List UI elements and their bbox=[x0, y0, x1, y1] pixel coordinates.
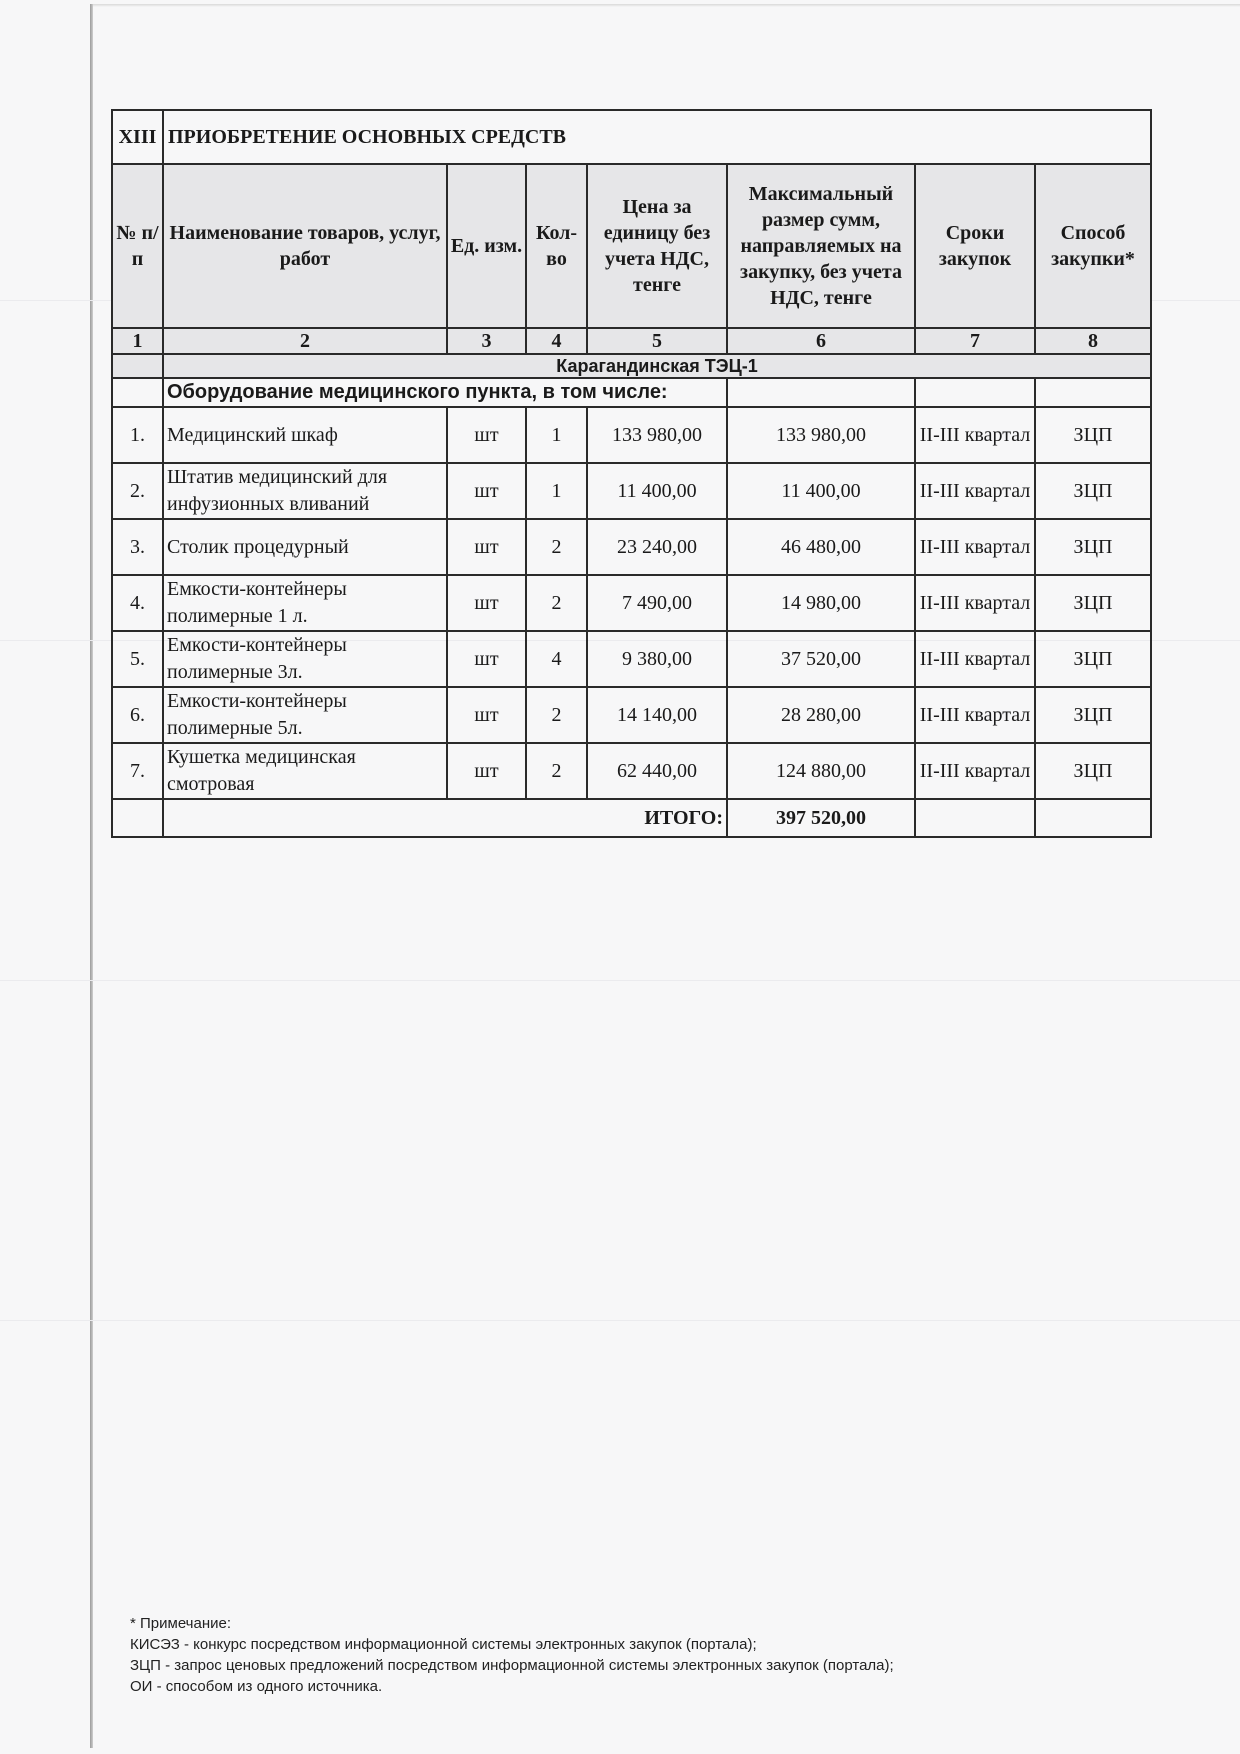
scan-rule bbox=[0, 1320, 1240, 1321]
item-name: Штатив медицинский для инфузионных вливаний bbox=[163, 463, 447, 519]
header-cell-sum: Максимальный размер сумм, направляемых на закупку, без учета НДС, тенге bbox=[727, 164, 915, 328]
item-price: 14 140,00 bbox=[587, 687, 727, 743]
table-row bbox=[112, 743, 1151, 799]
scan-rule bbox=[0, 980, 1240, 981]
table-row bbox=[112, 519, 1151, 575]
column-number: 5 bbox=[587, 328, 727, 354]
item-name: Емкости-контейнеры полимерные 5л. bbox=[163, 687, 447, 743]
item-method: ЗЦП bbox=[1035, 743, 1151, 799]
item-price: 9 380,00 bbox=[587, 631, 727, 687]
table-row bbox=[112, 407, 1151, 463]
item-unit: шт bbox=[447, 631, 526, 687]
header-cell-unit: Ед. изм. bbox=[447, 164, 526, 328]
header-cell-price: Цена за единицу без учета НДС, тенге bbox=[587, 164, 727, 328]
footnote-line: КИСЭЗ - конкурс посредством информационной системы электронных закупок (портала); bbox=[130, 1636, 757, 1653]
item-unit: шт bbox=[447, 687, 526, 743]
footnote-line: * Примечание: bbox=[130, 1615, 231, 1632]
header-cell-method: Способ закупки* bbox=[1035, 164, 1151, 328]
item-term: II-III квартал bbox=[915, 743, 1035, 799]
column-number: 2 bbox=[163, 328, 447, 354]
total-blank-cell bbox=[112, 799, 163, 837]
footnote-line: ЗЦП - запрос ценовых предложений посредством информационной системы электронных закупок (портала); bbox=[130, 1657, 894, 1674]
header-cell-name: Наименование товаров, услуг, работ bbox=[163, 164, 447, 328]
item-price: 7 490,00 bbox=[587, 575, 727, 631]
item-sum: 14 980,00 bbox=[727, 575, 915, 631]
header-cell-number: № п/п bbox=[112, 164, 163, 328]
row-number: 7. bbox=[112, 743, 163, 799]
item-name: Емкости-контейнеры полимерные 1 л. bbox=[163, 575, 447, 631]
column-number: 3 bbox=[447, 328, 526, 354]
item-unit: шт bbox=[447, 575, 526, 631]
item-term: II-III квартал bbox=[915, 575, 1035, 631]
item-sum: 11 400,00 bbox=[727, 463, 915, 519]
item-method: ЗЦП bbox=[1035, 519, 1151, 575]
item-qty: 2 bbox=[526, 743, 587, 799]
item-qty: 2 bbox=[526, 575, 587, 631]
subsection-row bbox=[112, 354, 1151, 378]
scan-edge-top bbox=[92, 4, 1240, 7]
item-sum: 37 520,00 bbox=[727, 631, 915, 687]
item-unit: шт bbox=[447, 743, 526, 799]
subsection-blank-cell bbox=[112, 354, 163, 378]
item-method: ЗЦП bbox=[1035, 407, 1151, 463]
item-price: 11 400,00 bbox=[587, 463, 727, 519]
section-title-row bbox=[112, 110, 1151, 164]
group-blank-cell bbox=[1035, 378, 1151, 407]
table-row bbox=[112, 575, 1151, 631]
item-qty: 1 bbox=[526, 407, 587, 463]
item-unit: шт bbox=[447, 463, 526, 519]
row-number: 1. bbox=[112, 407, 163, 463]
item-sum: 46 480,00 bbox=[727, 519, 915, 575]
table-row bbox=[112, 631, 1151, 687]
item-price: 23 240,00 bbox=[587, 519, 727, 575]
group-label: Оборудование медицинского пункта, в том числе: bbox=[163, 378, 727, 407]
item-name: Столик процедурный bbox=[163, 519, 447, 575]
section-number: XIII bbox=[112, 110, 163, 164]
item-method: ЗЦП bbox=[1035, 631, 1151, 687]
group-blank-cell bbox=[727, 378, 915, 407]
header-cell-term: Сроки закупок bbox=[915, 164, 1035, 328]
group-row bbox=[112, 378, 1151, 407]
item-term: II-III квартал bbox=[915, 407, 1035, 463]
scan-edge-left bbox=[90, 4, 93, 1748]
column-number: 7 bbox=[915, 328, 1035, 354]
footnote bbox=[130, 1613, 1130, 1697]
item-name: Медицинский шкаф bbox=[163, 407, 447, 463]
item-sum: 124 880,00 bbox=[727, 743, 915, 799]
column-number: 1 bbox=[112, 328, 163, 354]
total-value: 397 520,00 bbox=[727, 799, 915, 837]
footnote-line: ОИ - способом из одного источника. bbox=[130, 1678, 383, 1695]
item-unit: шт bbox=[447, 519, 526, 575]
item-sum: 133 980,00 bbox=[727, 407, 915, 463]
table-row bbox=[112, 687, 1151, 743]
item-unit: шт bbox=[447, 407, 526, 463]
header-row bbox=[112, 164, 1151, 328]
item-qty: 4 bbox=[526, 631, 587, 687]
group-blank-cell bbox=[112, 378, 163, 407]
column-number: 6 bbox=[727, 328, 915, 354]
item-method: ЗЦП bbox=[1035, 687, 1151, 743]
item-price: 62 440,00 bbox=[587, 743, 727, 799]
row-number: 6. bbox=[112, 687, 163, 743]
item-qty: 2 bbox=[526, 687, 587, 743]
row-number: 2. bbox=[112, 463, 163, 519]
item-name: Кушетка медицинская смотровая bbox=[163, 743, 447, 799]
column-number-row bbox=[112, 328, 1151, 354]
subsection-title: Карагандинская ТЭЦ-1 bbox=[163, 354, 1151, 378]
column-number: 4 bbox=[526, 328, 587, 354]
item-method: ЗЦП bbox=[1035, 463, 1151, 519]
row-number: 4. bbox=[112, 575, 163, 631]
item-qty: 1 bbox=[526, 463, 587, 519]
total-label: ИТОГО: bbox=[163, 799, 727, 837]
item-term: II-III квартал bbox=[915, 631, 1035, 687]
item-term: II-III квартал bbox=[915, 519, 1035, 575]
total-blank-cell bbox=[1035, 799, 1151, 837]
item-term: II-III квартал bbox=[915, 463, 1035, 519]
item-qty: 2 bbox=[526, 519, 587, 575]
item-sum: 28 280,00 bbox=[727, 687, 915, 743]
total-blank-cell bbox=[915, 799, 1035, 837]
total-row bbox=[112, 799, 1151, 837]
table-row bbox=[112, 463, 1151, 519]
item-term: II-III квартал bbox=[915, 687, 1035, 743]
item-method: ЗЦП bbox=[1035, 575, 1151, 631]
row-number: 3. bbox=[112, 519, 163, 575]
row-number: 5. bbox=[112, 631, 163, 687]
section-title: ПРИОБРЕТЕНИЕ ОСНОВНЫХ СРЕДСТВ bbox=[163, 110, 1151, 164]
item-price: 133 980,00 bbox=[587, 407, 727, 463]
header-cell-qty: Кол-во bbox=[526, 164, 587, 328]
group-blank-cell bbox=[915, 378, 1035, 407]
column-number: 8 bbox=[1035, 328, 1151, 354]
procurement-table bbox=[111, 109, 1152, 838]
item-name: Емкости-контейнеры полимерные 3л. bbox=[163, 631, 447, 687]
